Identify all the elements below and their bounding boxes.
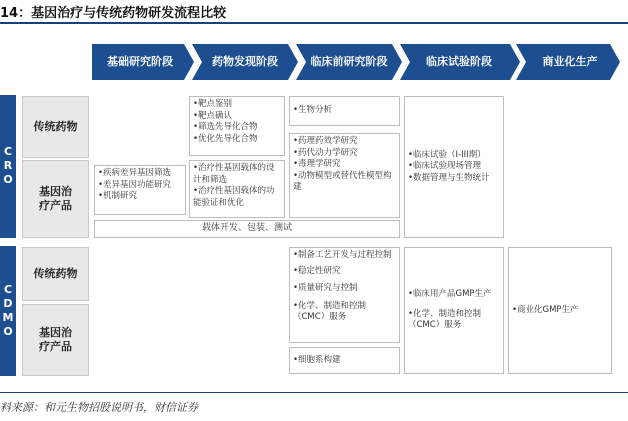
cdmo-row-gene: 基因治疗产品 (22, 304, 89, 376)
list-item: •治疗性基因载体的功能验证和优化 (193, 186, 275, 208)
list-item: •商业化GMP生产 (512, 304, 579, 315)
list-item: •优化先导化合物 (193, 133, 258, 144)
list-item: •靶点鉴别 (193, 99, 233, 109)
cdmo-preclinical-cell-box (289, 347, 400, 374)
title-rule (0, 22, 628, 24)
stage-label: 药物发现阶段 (212, 55, 278, 68)
cdmo-label: CDMO (2, 283, 14, 338)
stage-arrow-basic (92, 44, 194, 80)
cro-clinical-box (404, 96, 504, 238)
cro-discovery-traditional-box (189, 96, 285, 156)
cro-preclinical-bio-box (289, 96, 400, 126)
list-item: •制备工艺开发与过程控制 (293, 250, 392, 260)
list-item: •动物模型或替代性模型构建 (293, 170, 392, 192)
list-item: •临床试验现场管理 (408, 161, 482, 172)
list-item: •机制研究 (98, 191, 138, 201)
stage-arrow-discovery (192, 44, 298, 80)
list-item: •临床用产品GMP生产 (408, 289, 492, 300)
cro-preclinical-main-box (289, 133, 400, 218)
list-item: •数据管理与生物统计 (408, 172, 490, 183)
cro-carrier-box (94, 220, 400, 238)
list-item: •化学、制造和控制（CMC）服务 (408, 308, 482, 331)
carrier-label: 载体开发、包装、测试 (201, 223, 292, 234)
list-item: •靶点确认 (193, 110, 233, 121)
figure-title: 14：基因治疗与传统药物研发流程比较 (0, 6, 227, 21)
stage-label: 基础研究阶段 (107, 55, 173, 68)
cro-discovery-gene-box (189, 160, 285, 218)
list-item: •毒理学研究 (293, 159, 341, 169)
stage-label: 临床试验阶段 (426, 55, 492, 68)
source-note: 料来源：和元生物招股说明书，财信证券 (0, 401, 198, 414)
cdmo-preclinical-main-box (289, 247, 400, 343)
cro-label: CRO (3, 145, 13, 186)
stage-label: 临床前研究阶段 (310, 55, 388, 68)
stage-arrow-commercial (516, 44, 620, 80)
cdmo-commercial-box (508, 247, 612, 374)
stage-arrow-clinical (400, 44, 520, 80)
list-item: •差异基因功能研究 (98, 179, 172, 190)
cro-row-gene: 基因治疗产品 (22, 160, 89, 238)
list-item: •疾病差异基因筛选 (98, 168, 172, 178)
list-item: •临床试验（I-III期） (408, 149, 486, 160)
list-item: •化学、制造和控制（CMC）服务 (293, 300, 367, 322)
list-item: •细胞系构建 (293, 354, 341, 365)
cdmo-row-traditional: 传统药物 (22, 247, 89, 301)
cro-basic-gene-box (94, 165, 186, 215)
bottom-rule (0, 392, 628, 393)
list-item: •质量研究与控制 (293, 283, 358, 293)
cdmo-clinical-box (404, 247, 504, 374)
cro-row-traditional: 传统药物 (22, 96, 89, 158)
stage-arrow-preclinical (296, 44, 402, 80)
list-item: •生物分析 (293, 105, 333, 116)
list-item: •稳定性研究 (293, 265, 341, 276)
list-item: •治疗性基因载体的设计和筛选 (193, 163, 275, 185)
list-item: •药代动力学研究 (293, 147, 358, 158)
stage-label: 商业化生产 (542, 55, 598, 68)
list-item: •筛选先导化合物 (193, 122, 258, 132)
list-item: •药理药效学研究 (293, 136, 358, 146)
